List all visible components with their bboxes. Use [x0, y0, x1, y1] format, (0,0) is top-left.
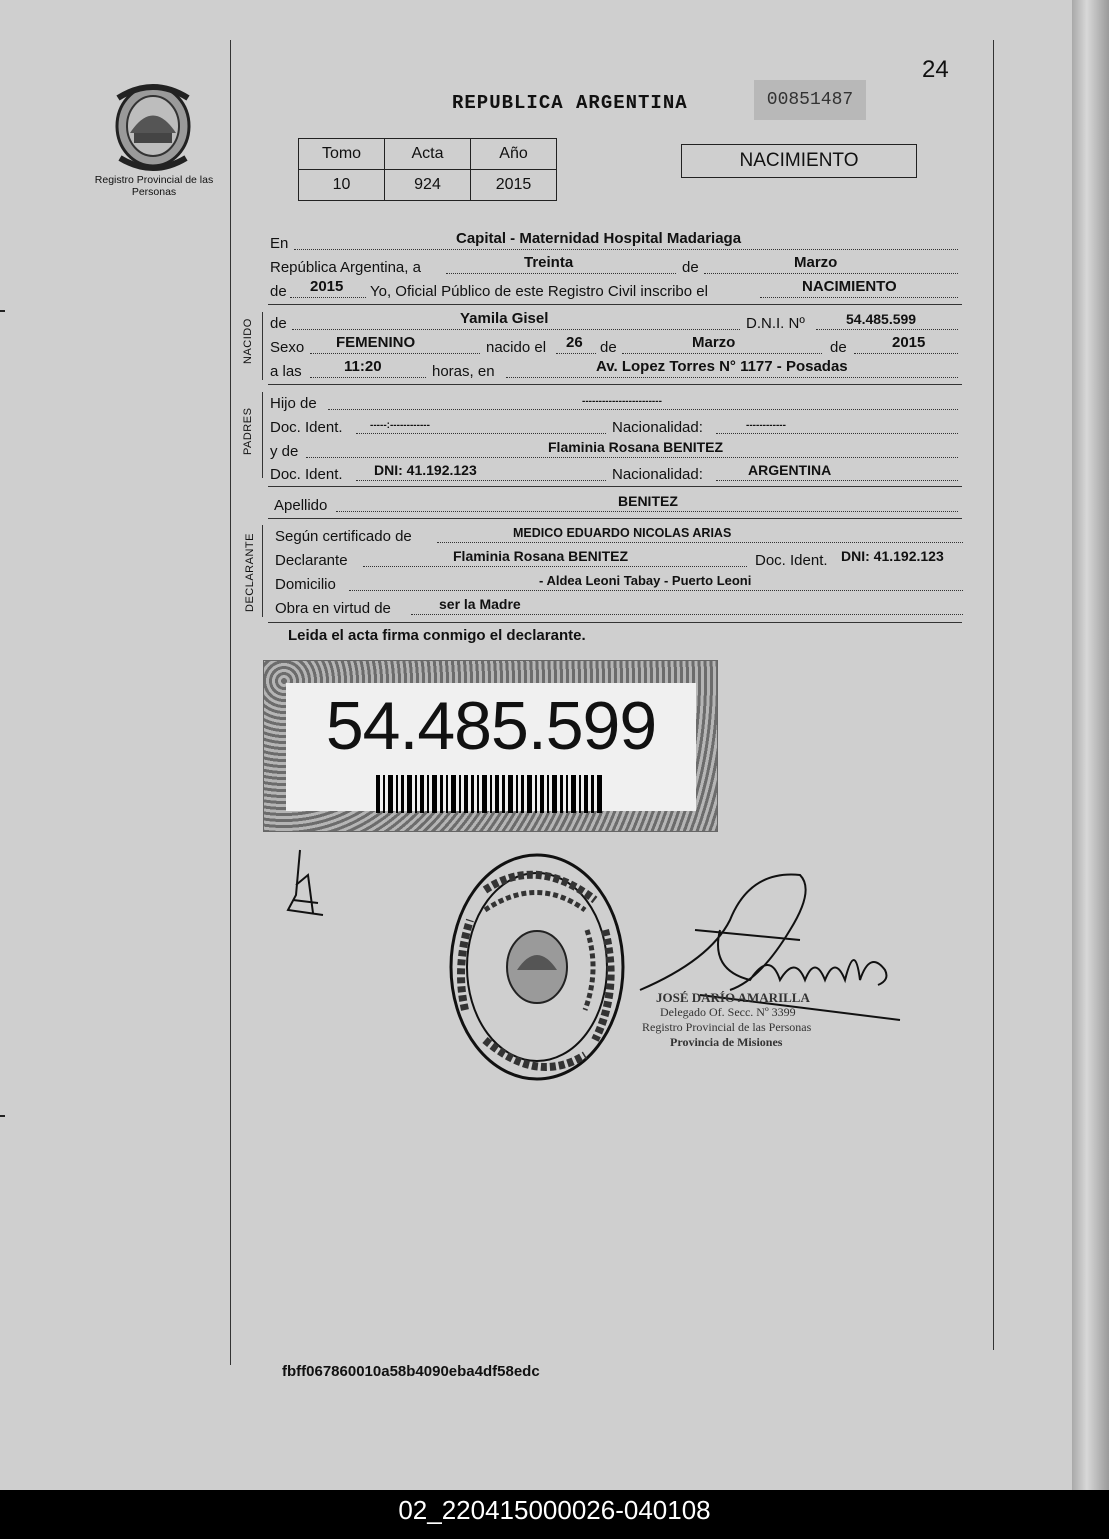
field-value: DNI: 41.192.123 — [374, 462, 477, 478]
field-label: de — [682, 259, 699, 276]
field-label: Declarante — [275, 552, 348, 569]
stamp-line: Registro Provincial de las Personas — [642, 1020, 812, 1034]
field-label: Domicilio — [275, 576, 336, 593]
field-value: - Aldea Leoni Tabay - Puerto Leoni — [539, 573, 752, 588]
closing-statement: Leida el acta firma conmigo el declarante. — [288, 627, 586, 644]
field-label: a las — [270, 363, 302, 380]
page-edge — [1072, 0, 1109, 1490]
field-value: Av. Lopez Torres N° 1177 - Posadas — [596, 358, 848, 375]
section-separator — [268, 622, 962, 623]
section-separator — [268, 518, 962, 519]
section-separator — [268, 486, 962, 487]
field-value: NACIMIENTO — [802, 278, 897, 295]
field-label: de — [270, 315, 287, 332]
section-label-declarante: DECLARANTE — [244, 533, 256, 612]
field-label: nacido el — [486, 339, 547, 356]
field-label: Doc. Ident. — [755, 552, 828, 569]
field-row-declarante — [275, 549, 963, 569]
table-cell: 10 — [299, 170, 385, 201]
barcode-icon — [376, 775, 606, 813]
stamp-line: JOSÉ DARÍO AMARILLA — [656, 990, 810, 1005]
document-hash: fbff067860010a58b4090eba4df58edc — [282, 1363, 540, 1380]
field-label: Hijo de — [270, 395, 317, 412]
field-value: Flaminia Rosana BENITEZ — [453, 548, 629, 564]
field-value: Flaminia Rosana BENITEZ — [548, 439, 724, 455]
field-value: Treinta — [524, 254, 574, 271]
field-row-hijo — [270, 392, 958, 412]
field-value: Marzo — [794, 254, 838, 271]
section-label-padres: PADRES — [242, 407, 254, 455]
scan-identifier: 02_220415000026-040108 — [0, 1490, 1109, 1539]
tomo-acta-table — [298, 138, 557, 201]
field-value: 26 — [566, 334, 583, 351]
field-value: Yamila Gisel — [460, 310, 549, 327]
section-separator — [268, 384, 962, 385]
margin-mark — [0, 310, 5, 312]
field-label: y de — [270, 443, 299, 460]
field-value: Marzo — [692, 334, 736, 351]
field-row-madre — [270, 440, 958, 460]
field-label: Doc. Ident. — [270, 419, 343, 436]
registry-name: Registro Provincial de las Personas — [94, 174, 214, 198]
field-row-fecha — [270, 256, 958, 276]
stamp-line: Provincia de Misiones — [670, 1035, 783, 1049]
field-label: Sexo — [270, 339, 305, 356]
left-margin-line — [230, 40, 231, 1365]
field-value: ------------------------ — [582, 396, 662, 407]
field-row-inscribo — [270, 280, 958, 300]
table-header: Acta — [385, 139, 471, 170]
field-label: Doc. Ident. — [270, 466, 343, 483]
table-cell: 924 — [385, 170, 471, 201]
field-row-en — [270, 232, 958, 252]
field-row-domicilio — [275, 573, 963, 593]
field-row-certificado — [275, 525, 963, 545]
field-value: ARGENTINA — [748, 462, 832, 478]
field-value: ------------ — [746, 420, 786, 431]
serial-number: 00851487 — [754, 80, 866, 120]
field-label: D.N.I. Nº — [746, 315, 805, 332]
section-label-nacido: NACIDO — [242, 318, 254, 364]
table-cell: 2015 — [471, 170, 557, 201]
field-value: 2015 — [892, 334, 926, 351]
field-value: 54.485.599 — [846, 311, 917, 327]
table-header: Tomo — [299, 139, 385, 170]
field-label: de — [830, 339, 847, 356]
field-label: Nacionalidad: — [612, 466, 703, 483]
field-label: Obra en virtud de — [275, 600, 391, 617]
page-number: 24 — [922, 56, 949, 83]
field-row-sexo — [270, 336, 958, 356]
field-label: Nacionalidad: — [612, 419, 703, 436]
field-label: Yo, Oficial Público de este Registro Civil inscribo el — [370, 283, 708, 300]
field-value: BENITEZ — [618, 493, 678, 509]
field-label: En — [270, 235, 289, 252]
field-value: DNI: 41.192.123 — [841, 548, 944, 564]
document-title: REPUBLICA ARGENTINA — [452, 92, 688, 114]
field-row-hora — [270, 360, 958, 380]
section-separator — [268, 304, 962, 305]
right-margin-line — [993, 40, 994, 1350]
field-value: Capital - Maternidad Hospital Madariaga — [456, 230, 742, 247]
field-label: de — [600, 339, 617, 356]
document-type-box: NACIMIENTO — [681, 144, 917, 178]
field-row-doc-padre — [270, 416, 958, 436]
table-header: Año — [471, 139, 557, 170]
field-label: República Argentina, a — [270, 259, 421, 276]
field-value: ser la Madre — [439, 596, 521, 612]
field-row-obra — [275, 597, 963, 617]
field-label: horas, en — [432, 363, 495, 380]
field-row-doc-madre — [270, 463, 958, 483]
margin-mark — [0, 1115, 5, 1117]
barcode-number: 54.485.599 — [325, 688, 657, 764]
field-label: Apellido — [274, 497, 328, 514]
official-name-stamp — [642, 990, 811, 1050]
field-value: 2015 — [310, 278, 344, 295]
field-label: de — [270, 283, 287, 300]
provincial-crest-icon — [108, 78, 198, 173]
field-value: MEDICO EDUARDO NICOLAS ARIAS — [513, 526, 732, 540]
field-row-apellido — [274, 494, 962, 514]
initials-signature — [278, 845, 338, 925]
field-value: FEMENINO — [336, 334, 416, 351]
field-label: Según certificado de — [275, 528, 412, 545]
stamp-line: Delegado Of. Secc. Nº 3399 — [660, 1005, 796, 1019]
field-value: 11:20 — [344, 358, 382, 375]
field-row-nombre — [270, 312, 958, 332]
field-value: -----:------------ — [370, 420, 430, 431]
dni-barcode-label — [263, 660, 718, 832]
